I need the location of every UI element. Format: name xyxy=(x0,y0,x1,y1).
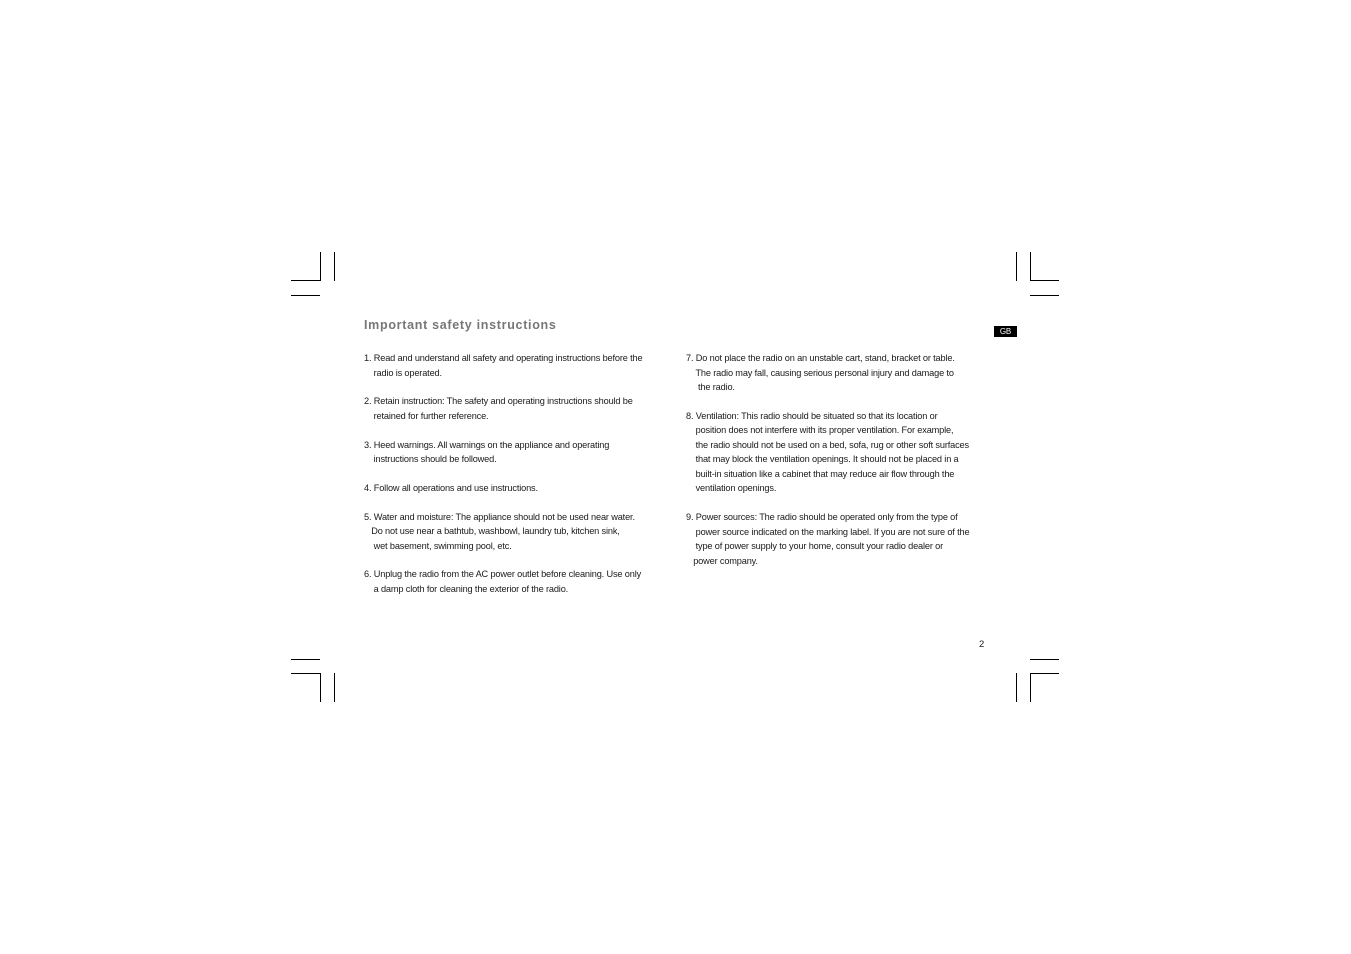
crop-mark xyxy=(291,673,320,674)
crop-mark xyxy=(291,295,320,296)
instruction-item: 3. Heed warnings. All warnings on the appliance and operating instructions should be followed. xyxy=(364,439,610,465)
crop-mark xyxy=(291,280,320,281)
crop-mark xyxy=(291,659,320,660)
instruction-item: 7. Do not place the radio on an unstable cart, stand, bracket or table. The radio may fall, causing serious personal injury and damage to the radio. xyxy=(686,353,955,392)
crop-mark xyxy=(1030,673,1031,702)
instruction-item: 1. Read and understand all safety and operating instructions before the radio is operated. xyxy=(364,353,643,378)
crop-mark xyxy=(1030,659,1059,660)
crop-mark xyxy=(320,673,321,702)
instruction-item: 4. Follow all operations and use instructions. xyxy=(364,482,538,493)
crop-mark xyxy=(1016,673,1017,702)
instruction-item: 8. Ventilation: This radio should be situated so that its location or position does not interfere with its proper ventilation. For example, the radio should not be used on a bed, sofa, rug or other soft surfaces that may block the ventilation openings. It should not be placed in a built-in situation like a cabinet that may reduce air flow through the ventilation openings. xyxy=(686,410,969,494)
instructions-right-column xyxy=(686,351,991,582)
crop-mark xyxy=(320,252,321,281)
instruction-item: 2. Retain instruction: The safety and operating instructions should be retained for further reference. xyxy=(364,396,633,421)
crop-mark xyxy=(1030,673,1059,674)
instruction-item: 9. Power sources: The radio should be operated only from the type of power source indicated on the marking label. If you are not sure of the type of power supply to your home, consult your radio dealer or power company. xyxy=(686,512,970,566)
instructions-left-column xyxy=(364,351,674,611)
crop-mark xyxy=(334,252,335,281)
crop-mark xyxy=(1030,295,1059,296)
page-title: Important safety instructions xyxy=(364,318,557,332)
instruction-item: 6. Unplug the radio from the AC power outlet before cleaning. Use only a damp cloth for cleaning the exterior of the radio. xyxy=(364,569,642,594)
page-number: 2 xyxy=(979,639,985,650)
crop-mark xyxy=(334,673,335,702)
language-badge: GB xyxy=(994,326,1017,337)
instruction-item: 5. Water and moisture: The appliance should not be used near water. Do not use near a bathtub, washbowl, laundry tub, kitchen sink, wet basement, swimming pool, etc. xyxy=(364,511,635,551)
crop-mark xyxy=(1016,252,1017,281)
crop-mark xyxy=(1030,280,1059,281)
crop-mark xyxy=(1030,252,1031,281)
